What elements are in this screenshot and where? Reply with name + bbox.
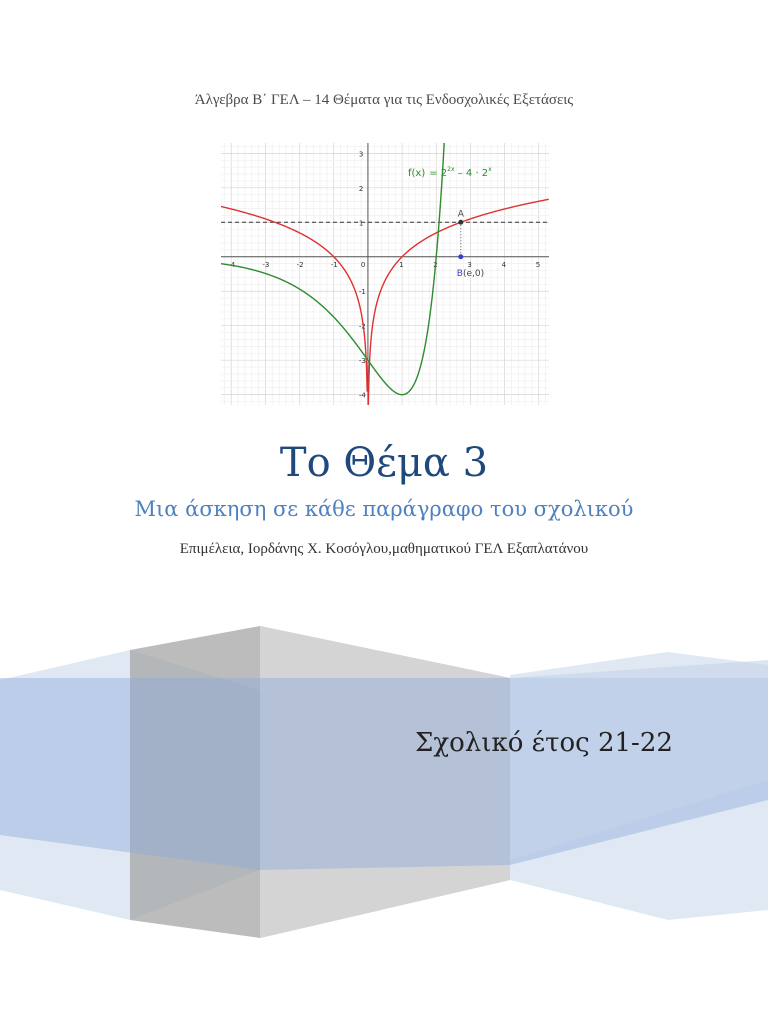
function-exp2: x <box>488 166 492 173</box>
x-tick-label: 1 <box>399 260 404 269</box>
y-tick-label: -3 <box>358 357 366 366</box>
header-line: Άλγεβρα Β΄ ΓΕΛ – 14 Θέματα για τις Ενδοσχολικές Εξετάσεις <box>194 92 574 108</box>
x-tick-label: -2 <box>296 260 304 269</box>
x-tick-label: 3 <box>467 260 472 269</box>
decorative-banner <box>0 620 768 940</box>
function-exp1: 2x <box>447 166 455 173</box>
point-b-coord: (e,0) <box>462 268 485 279</box>
point-a <box>458 220 463 225</box>
graph-axes <box>221 143 549 405</box>
x-tick-label: -1 <box>330 260 338 269</box>
point-a-label: A <box>457 209 464 220</box>
point-b <box>458 254 463 259</box>
function-name: f(x) <box>408 168 426 179</box>
function-graph <box>221 143 549 405</box>
x-tick-label: 0 <box>360 260 366 269</box>
x-tick-label: -3 <box>262 260 270 269</box>
author-line: Επιμέλεια, Ιορδάνης Χ. Κοσόγλου,μαθηματικού ΓΕΛ Εξαπλατάνου <box>179 541 589 557</box>
y-tick-label: 3 <box>358 150 364 159</box>
x-tick-label: 4 <box>501 260 507 269</box>
function-formula: = 2 <box>429 168 448 179</box>
y-tick-label: -1 <box>358 288 366 297</box>
page-subtitle: Μια άσκηση σε κάθε παράγραφο του σχολικού <box>134 497 634 521</box>
school-year: Σχολικό έτος 21-22 <box>415 728 673 758</box>
point-b-label <box>457 269 484 279</box>
y-tick-label: -2 <box>358 322 366 331</box>
page-title: Το Θέμα 3 <box>279 440 489 486</box>
graph-grid <box>221 143 549 405</box>
y-tick-label: 1 <box>358 219 364 228</box>
decorative-shapes <box>0 620 768 940</box>
x-tick-label: 5 <box>535 260 541 269</box>
y-tick-label: -4 <box>358 391 366 400</box>
y-tick-label: 2 <box>358 184 364 193</box>
x-tick-label: -4 <box>228 260 236 269</box>
function-formula-rest: – 4 · 2 <box>454 168 489 179</box>
graph-svg <box>221 143 549 405</box>
x-tick-label: 2 <box>433 260 438 269</box>
point-b-letter: B <box>456 268 463 279</box>
